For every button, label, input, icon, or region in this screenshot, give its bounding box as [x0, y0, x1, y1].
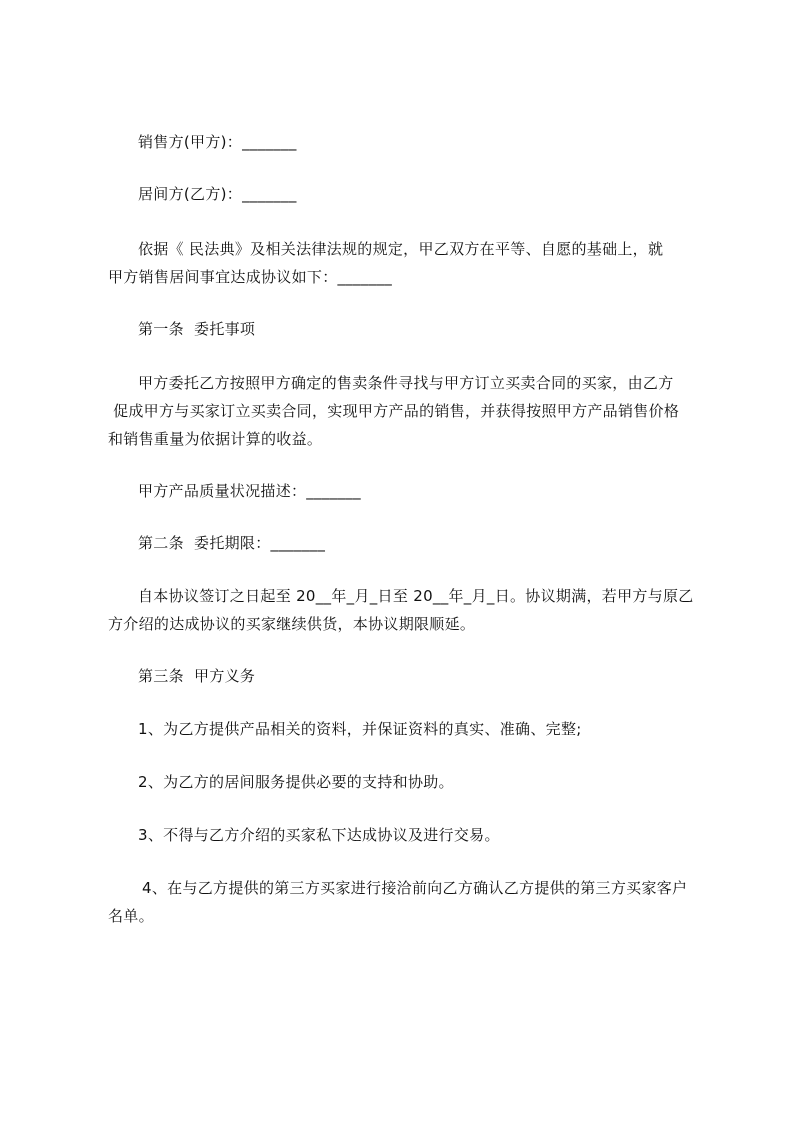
seller-line: 销售方(甲方)：_______ [138, 133, 297, 151]
intro-line-1: 依据《 民法典》及相关法律法规的规定，甲乙双方在平等、自愿的基础上，就 [138, 240, 664, 258]
article1-line-1: 甲方委托乙方按照甲方确定的售卖条件寻找与甲方订立买卖合同的买家，由乙方 [138, 374, 674, 392]
article2-title: 第二条 委托期限：_______ [138, 534, 326, 552]
quality-line: 甲方产品质量状况描述：_______ [138, 482, 361, 500]
intro-line-2: 甲方销售居间事宜达成协议如下：_______ [108, 268, 393, 286]
article1-line-3: 和销售重量为依据计算的收益。 [108, 430, 323, 448]
article1-title: 第一条 委托事项 [138, 320, 256, 338]
duty-item-4-line-2: 名单。 [108, 907, 154, 925]
article3-title: 第三条 甲方义务 [138, 667, 256, 685]
duty-item-1: 1、为乙方提供产品相关的资料，并保证资料的真实、准确、完整; [138, 720, 582, 738]
broker-line: 居间方(乙方)：_______ [138, 185, 297, 203]
article1-line-2: 促成甲方与买家订立买卖合同，实现甲方产品的销售，并获得按照甲方产品销售价格 [108, 402, 680, 420]
duty-item-2: 2、为乙方的居间服务提供必要的支持和协助。 [138, 773, 454, 791]
duty-item-3: 3、不得与乙方介绍的买家私下达成协议及进行交易。 [138, 826, 500, 844]
term-line-1: 自本协议签订之日起至 20__年_月_日至 20__年_月_日。协议期满，若甲方与原乙 [138, 587, 694, 605]
duty-item-4-line-1: 4、在与乙方提供的第三方买家进行接洽前向乙方确认乙方提供的第三方买家客户 [142, 879, 688, 897]
term-line-2: 方介绍的达成协议的买家继续供货，本协议期限顺延。 [108, 615, 476, 633]
